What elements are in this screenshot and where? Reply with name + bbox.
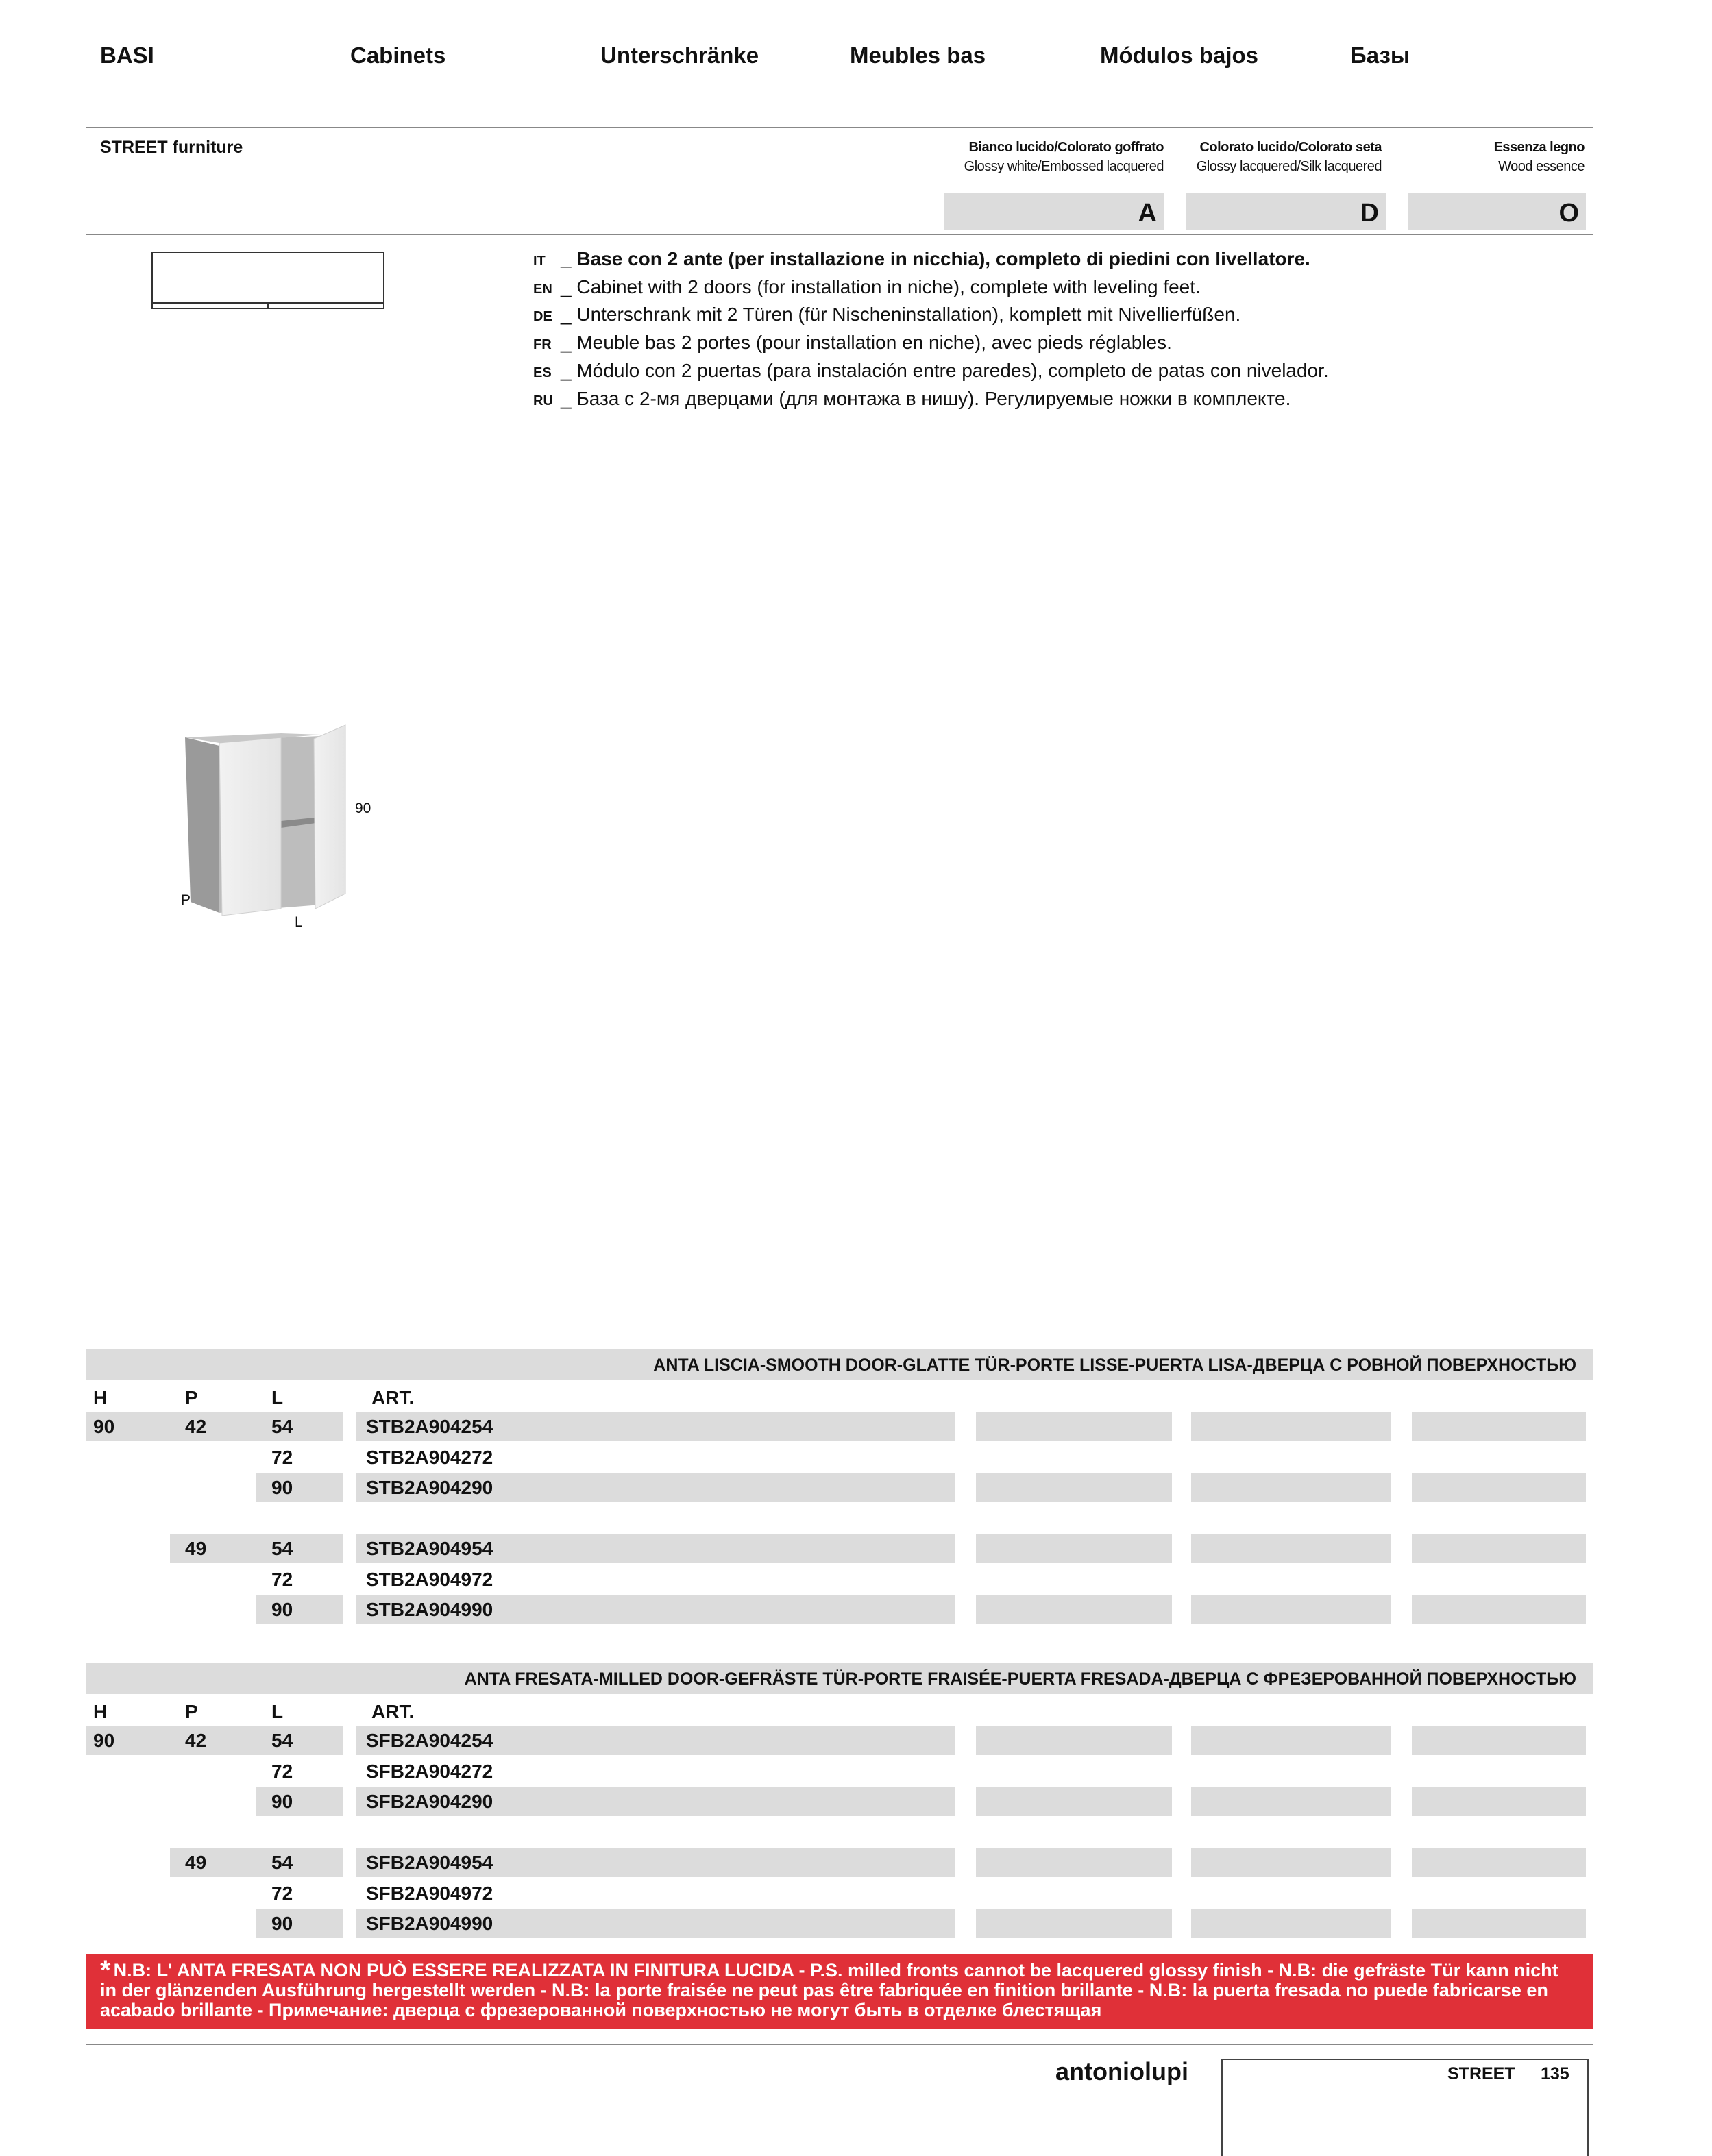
- col-l: L: [271, 1701, 284, 1722]
- desc-es: [533, 360, 1329, 382]
- page-number: 135: [1541, 2064, 1569, 2083]
- finish-cell: [976, 1534, 1172, 1563]
- finish-cell: [976, 1595, 1172, 1624]
- cell-l: 72: [271, 1761, 293, 1782]
- desc-it: [533, 248, 1310, 270]
- row-shade: [86, 1412, 343, 1441]
- finish-cell: [1412, 1909, 1586, 1938]
- col-art: ART.: [371, 1701, 415, 1722]
- cell-art: STB2A904290: [366, 1477, 493, 1498]
- cell-art: SFB2A904254: [366, 1730, 493, 1751]
- finish-cell: [1412, 1473, 1586, 1502]
- dimension-height: 90: [355, 800, 371, 816]
- finish-cell: [976, 1909, 1172, 1938]
- finish-code-a: A: [944, 193, 1164, 230]
- category-es: Módulos bajos: [1100, 42, 1258, 68]
- finish-o-label: Essenza legno: [1493, 140, 1585, 155]
- col-h: H: [93, 1387, 108, 1408]
- finish-code-o: O: [1408, 193, 1586, 230]
- finish-o-sublabel: Wood essence: [1498, 159, 1585, 174]
- cell-art: STB2A904272: [366, 1447, 493, 1468]
- footer-divider: [86, 2044, 1593, 2045]
- cell-l: 54: [271, 1852, 293, 1873]
- cell-art: STB2A904990: [366, 1599, 493, 1620]
- desc-fr-text: _ Meuble bas 2 portes (pour installation en niche), avec pieds réglables.: [561, 332, 1172, 353]
- finish-a-label: Bianco lucido/Colorato goffrato: [968, 140, 1164, 155]
- desc-ru-lang: RU: [533, 393, 553, 408]
- cell-art: SFB2A904290: [366, 1791, 493, 1812]
- table-milled-band: [86, 1663, 1593, 1694]
- finish-cell: [1191, 1848, 1391, 1877]
- note-text: N.B: L' ANTA FRESATA NON PUÒ ESSERE REALIZZATA IN FINITURA LUCIDA - P.S. milled fronts cannot be lacquered glossy finish - N.B: die gefräste Tür kann nicht in der glänzenden Ausführung hergestellt werden - N.B: la porte fraisée ne peut pas être fabriquée en finition brillante - N.B: la puerta fresada no puede fabricarse en acabado brillante - Примечание: дверца с фрезерованной поверхностью не могут быть в отделке блестящая: [100, 1960, 1558, 2020]
- finish-cell: [1191, 1534, 1391, 1563]
- desc-it-lang: IT: [533, 254, 546, 269]
- category-en: Cabinets: [350, 42, 446, 68]
- header-divider: [86, 127, 1593, 128]
- finish-cell: [1191, 1412, 1391, 1441]
- collection-label: STREET furniture: [100, 138, 243, 157]
- cell-h: 90: [93, 1416, 115, 1437]
- cell-l: 72: [271, 1569, 293, 1590]
- desc-it-text: _ Base con 2 ante (per installazione in nicchia), completo di piedini con livellatore.: [561, 248, 1310, 269]
- table-milled-title: ANTA FRESATA-MILLED DOOR-GEFRÄSTE TÜR-PORTE FRAISÉE-PUERTA FRESADA-ДВЕРЦА С ФРЕЗЕРОВАННОЙ ПОВЕРХНОСТЬЮ: [464, 1669, 1576, 1689]
- cell-l: 54: [271, 1538, 293, 1559]
- footer-section: STREET: [1447, 2064, 1515, 2083]
- footer-box: [1221, 2059, 1589, 2156]
- finish-cell: [1412, 1787, 1586, 1816]
- finish-cell: [976, 1473, 1172, 1502]
- cell-p: 49: [185, 1538, 207, 1559]
- finish-cell: [1191, 1726, 1391, 1755]
- finish-d-sublabel: Glossy lacquered/Silk lacquered: [1196, 159, 1382, 174]
- brand-logo: antoniolupi: [1055, 2057, 1188, 2085]
- milled-door-note: [86, 1954, 1593, 2029]
- cell-l: 54: [271, 1730, 293, 1751]
- finish-divider: [86, 234, 1593, 235]
- row-shade: [256, 1787, 343, 1816]
- desc-fr-lang: FR: [533, 337, 552, 352]
- category-de: Unterschränke: [600, 42, 759, 68]
- desc-de: [533, 304, 1240, 326]
- cell-l: 54: [271, 1416, 293, 1437]
- col-h: H: [93, 1701, 108, 1722]
- desc-es-text: _ Módulo con 2 puertas (para instalación entre paredes), completo de patas con nivelador.: [561, 360, 1329, 381]
- finish-a-sublabel: Glossy white/Embossed lacquered: [964, 159, 1164, 174]
- dimension-depth: P: [181, 892, 191, 908]
- cell-l: 90: [271, 1791, 293, 1812]
- finish-cell: [1412, 1534, 1586, 1563]
- desc-de-lang: DE: [533, 309, 552, 324]
- col-p: P: [185, 1387, 198, 1408]
- col-p: P: [185, 1701, 198, 1722]
- cell-l: 90: [271, 1913, 293, 1934]
- cell-art: SFB2A904972: [366, 1883, 493, 1904]
- cell-art: SFB2A904990: [366, 1913, 493, 1934]
- finish-cell: [1412, 1595, 1586, 1624]
- finish-cell: [1191, 1595, 1391, 1624]
- finish-cell: [1412, 1848, 1586, 1877]
- cell-p: 49: [185, 1852, 207, 1873]
- cell-h: 90: [93, 1730, 115, 1751]
- cell-l: 72: [271, 1447, 293, 1468]
- row-shade: [256, 1595, 343, 1624]
- cell-l: 90: [271, 1477, 293, 1498]
- desc-de-text: _ Unterschrank mit 2 Türen (für Nischeninstallation), komplett mit Nivellierfüßen.: [561, 304, 1241, 325]
- finish-cell: [976, 1848, 1172, 1877]
- row-shade: [86, 1726, 343, 1755]
- finish-cell: [1191, 1909, 1391, 1938]
- desc-en: [533, 276, 1201, 298]
- desc-ru: [533, 388, 1291, 410]
- finish-cell: [976, 1787, 1172, 1816]
- desc-ru-text: _ База с 2-мя дверцами (для монтажа в нишу). Регулируемые ножки в комплекте.: [561, 388, 1291, 409]
- desc-fr: [533, 332, 1172, 354]
- category-ru: Базы: [1350, 42, 1410, 68]
- cell-art: STB2A904972: [366, 1569, 493, 1590]
- table-smooth-title: ANTA LISCIA-SMOOTH DOOR-GLATTE TÜR-PORTE LISSE-PUERTA LISA-ДВЕРЦА С РОВНОЙ ПОВЕРХНОСТЬЮ: [653, 1356, 1576, 1375]
- row-shade: [256, 1909, 343, 1938]
- cell-art: STB2A904254: [366, 1416, 493, 1437]
- cell-p: 42: [185, 1416, 207, 1437]
- finish-cell: [1412, 1412, 1586, 1441]
- desc-en-lang: EN: [533, 282, 552, 297]
- cell-art: SFB2A904954: [366, 1852, 493, 1873]
- finish-cell: [1412, 1726, 1586, 1755]
- cell-art: SFB2A904272: [366, 1761, 493, 1782]
- finish-cell: [1191, 1787, 1391, 1816]
- finish-cell: [1191, 1473, 1391, 1502]
- cabinet-illustration: [171, 713, 363, 918]
- finish-d-label: Colorato lucido/Colorato seta: [1199, 140, 1382, 155]
- dimension-width: L: [295, 914, 303, 930]
- row-shade: [256, 1473, 343, 1502]
- category-it: BASI: [100, 42, 154, 68]
- top-view-drawing: [151, 251, 387, 313]
- finish-cell: [976, 1412, 1172, 1441]
- table-smooth-band: [86, 1349, 1593, 1380]
- finish-code-d: D: [1186, 193, 1386, 230]
- cell-l: 90: [271, 1599, 293, 1620]
- desc-en-text: _ Cabinet with 2 doors (for installation in niche), complete with leveling feet.: [561, 276, 1201, 297]
- cell-l: 72: [271, 1883, 293, 1904]
- col-l: L: [271, 1387, 284, 1408]
- col-art: ART.: [371, 1387, 415, 1408]
- cell-p: 42: [185, 1730, 207, 1751]
- desc-es-lang: ES: [533, 365, 552, 380]
- finish-cell: [976, 1726, 1172, 1755]
- cell-art: STB2A904954: [366, 1538, 493, 1559]
- note-asterisk: *: [100, 1955, 111, 1985]
- category-fr: Meubles bas: [850, 42, 986, 68]
